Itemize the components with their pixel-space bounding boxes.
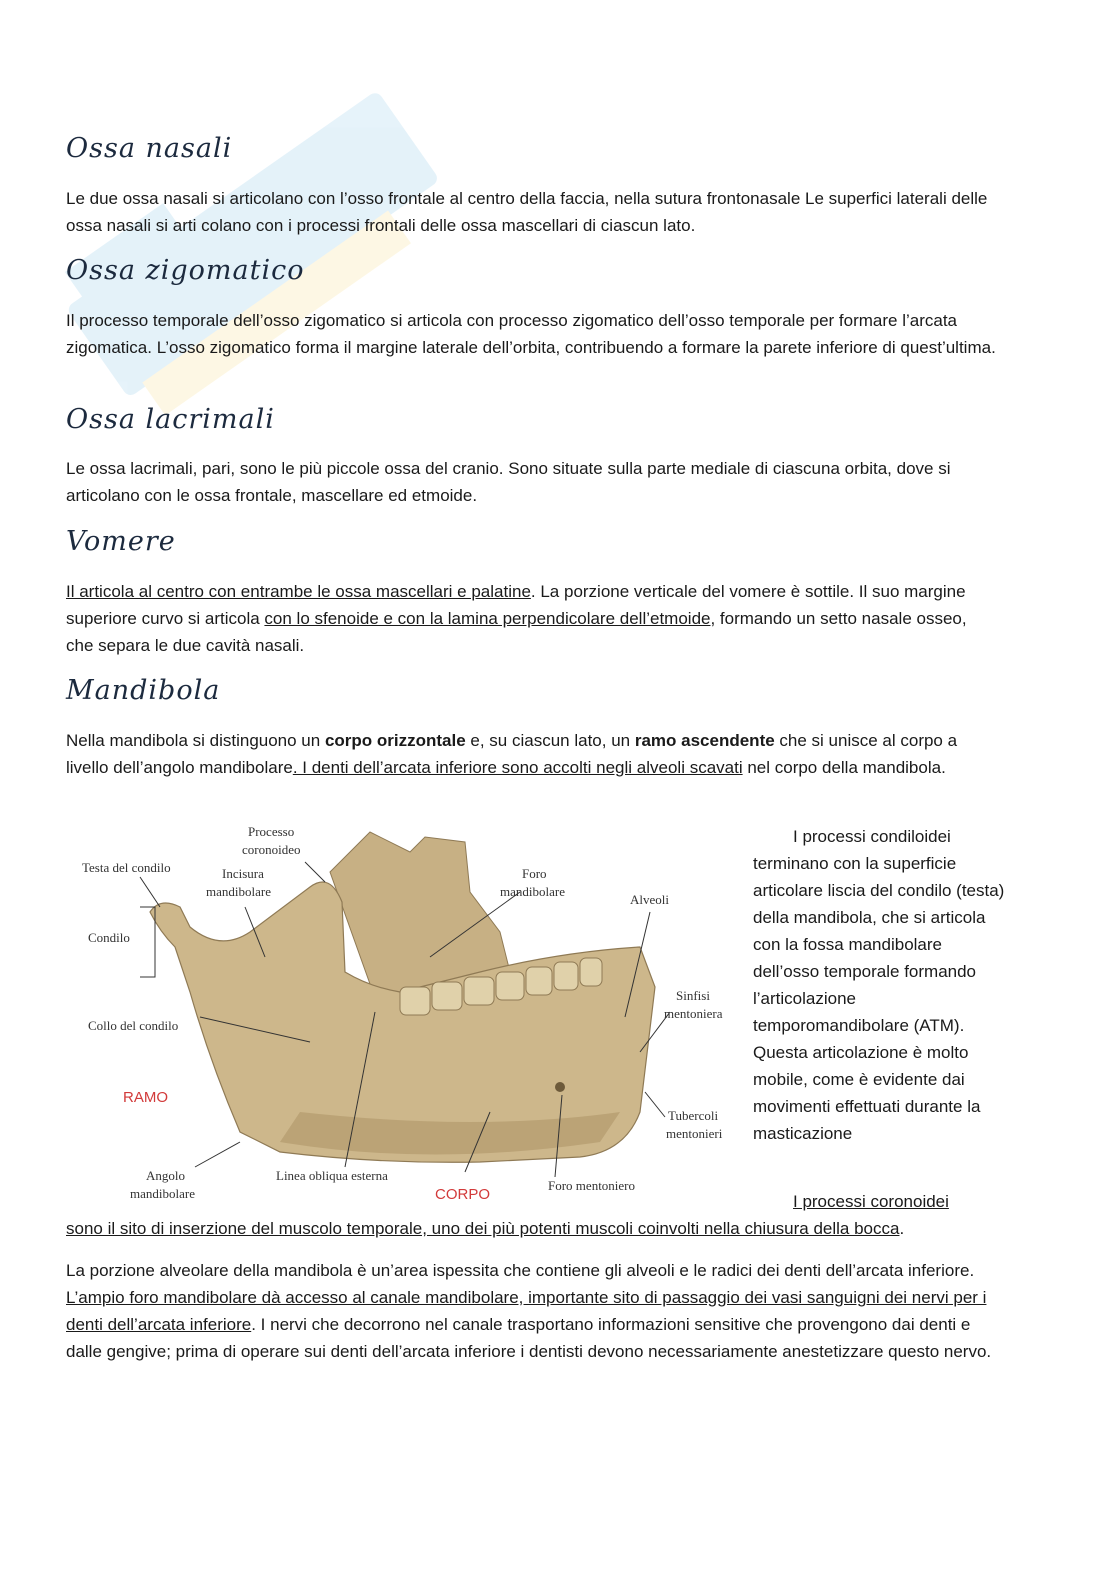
label-foro-mandibolare-1: Foro: [522, 866, 547, 881]
label-tubercoli-2: mentonieri: [666, 1126, 723, 1141]
text-run: .: [899, 1219, 905, 1238]
label-condilo: Condilo: [88, 930, 130, 945]
label-sinfisi-2: mentoniera: [664, 1006, 723, 1021]
leader-angolo: [195, 1142, 240, 1167]
heading-ossa-lacrimali: Ossa lacrimali: [66, 404, 275, 435]
paragraph-processi-condiloidei: [753, 823, 1008, 1147]
text-run: nel corpo della mandibola.: [742, 758, 946, 777]
heading-ossa-nasali: Ossa nasali: [66, 133, 233, 164]
leader-testa: [140, 877, 160, 907]
label-angolo-2: mandibolare: [130, 1186, 195, 1201]
text-run: . La porzione verticale del vomere è sottile. Il suo margine superiore curvo si articola: [66, 582, 966, 628]
text-run: che si unisce al corpo a livello dell’angolo mandibolare: [66, 731, 958, 777]
text-run: e, su ciascun lato, un: [465, 731, 635, 750]
paragraph-ossa-zigomatico: Il processo temporale dell’osso zigomatico si articola con processo zigomatico dell’osso temporale per formare l’arcata zigomatica. L’osso zigomatico forma il margine laterale dell’orbita, contribuendo a formare la parete inferiore di quest’ultima.: [66, 311, 996, 357]
label-sinfisi-1: Sinfisi: [676, 988, 710, 1003]
paragraph-porzione-alveolare: [66, 1257, 996, 1365]
foro-mentoniero-mark: [555, 1082, 565, 1092]
underlined-text: L’ampio foro mandibolare dà accesso al canale mandibolare, importante sito di passaggio dei vasi sanguigni dei nervi per i denti dell’arcata inferiore: [66, 1288, 987, 1334]
label-angolo-1: Angolo: [146, 1168, 185, 1183]
label-processo-coronoideo-2: coronoideo: [242, 842, 301, 857]
paragraph-ossa-lacrimali: Le ossa lacrimali, pari, sono le più piccole ossa del cranio. Sono situate sulla parte mediale di ciascuna orbita, dove si articolano con le ossa frontale, mascellare ed etmoide.: [66, 459, 951, 505]
text-run: La porzione alveolare della mandibola è un’area ispessita che contiene gli alveoli e le radici dei denti dell’arcata inferiore.: [66, 1261, 975, 1280]
label-incisura-1: Incisura: [222, 866, 264, 881]
label-tubercoli-1: Tubercoli: [668, 1108, 719, 1123]
label-alveoli: Alveoli: [630, 892, 669, 907]
mandible-figure: [80, 812, 740, 1207]
text-run: , formando un setto nasale osseo, che separa le due cavità nasali.: [66, 609, 967, 655]
label-ramo: RAMO: [123, 1089, 168, 1106]
watermark-logo: [20, 40, 480, 440]
underlined-text: . I denti dell’arcata inferiore sono accolti negli alveoli scavati: [292, 758, 743, 777]
label-foro-mentoniero: Foro mentoniero: [548, 1178, 636, 1193]
bold-text: corpo orizzontale: [324, 731, 466, 750]
label-processo-coronoideo-1: Processo: [248, 824, 295, 839]
underlined-text: I processi coronoidei: [793, 1192, 949, 1211]
paragraph-vomere: [66, 578, 996, 659]
label-corpo: CORPO: [435, 1186, 491, 1203]
leader-processo: [305, 862, 325, 882]
heading-vomere: Vomere: [66, 526, 176, 557]
label-linea-obliqua: Linea obliqua esterna: [276, 1168, 388, 1183]
heading-ossa-zigomatico: Ossa zigomatico: [66, 255, 305, 286]
label-incisura-2: mandibolare: [206, 884, 271, 899]
underlined-text: Il articola al centro con entrambe le ossa mascellari e palatine: [66, 582, 531, 601]
text-run: Nella mandibola si distinguono un: [66, 731, 325, 750]
leader-tubercoli: [645, 1092, 665, 1117]
heading-mandibola: Mandibola: [66, 675, 221, 706]
underlined-text: con lo sfenoide e con la lamina perpendicolare dell’etmoide: [264, 609, 711, 628]
label-collo-condilo: Collo del condilo: [88, 1018, 179, 1033]
text-run: I processi condiloidei terminano con la superficie articolare liscia del condilo (testa) della mandibola, che si articola con la fossa mandibolare dell’osso temporale formando l’articolazione temporomandibolare (ATM). Questa articolazione è molto mobile, come è evidente dai movimenti effettuati durante la masticazione: [753, 827, 1005, 1143]
paragraph-coronoidei: [66, 1188, 1006, 1242]
bold-text: ramo ascendente: [634, 731, 775, 750]
label-testa-condilo: Testa del condilo: [82, 860, 171, 875]
label-foro-mandibolare-2: mandibolare: [500, 884, 565, 899]
text-run: . I nervi che decorrono nel canale trasportano informazioni sensitive che provengono dai denti e dalle gengive; prima di operare sui denti dell’arcata inferiore i dentisti devono necessariamente anestetizzare questo nervo.: [66, 1315, 992, 1361]
paragraph-mandibola: [66, 727, 996, 781]
underlined-text: sono il sito di inserzione del muscolo temporale, uno dei più potenti muscoli coinvolti nella chiusura della bocca: [66, 1219, 900, 1238]
paragraph-ossa-nasali: Le due ossa nasali si articolano con l’osso frontale al centro della faccia, nella sutura frontonasale Le superfici laterali delle ossa nasali si arti colano con i processi frontali delle ossa mascellari di ciascun lato.: [66, 189, 988, 235]
